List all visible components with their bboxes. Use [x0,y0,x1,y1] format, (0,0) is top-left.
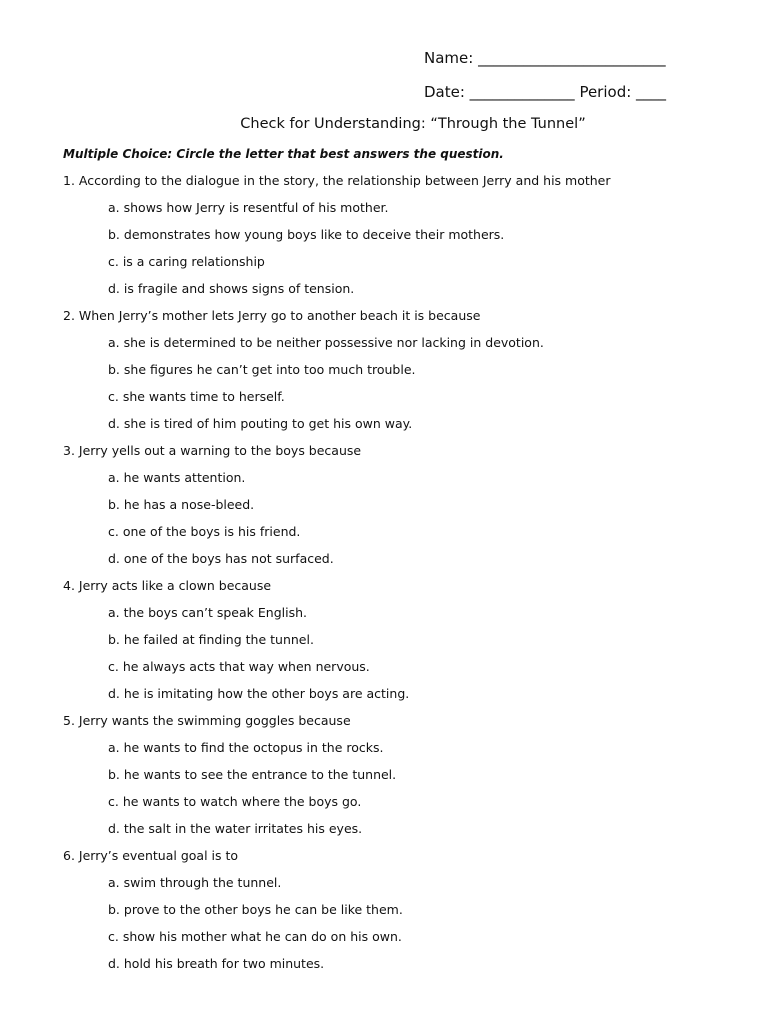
q1-option-d: d. is fragile and shows signs of tension. [108,281,355,296]
question-4: 4. Jerry acts like a clown because [63,578,272,593]
instructions: Multiple Choice: Circle the letter that best answers the question. [63,147,504,161]
q4-option-c: c. he always acts that way when nervous. [108,659,370,674]
q4-option-b: b. he failed at finding the tunnel. [108,632,314,647]
q2-option-d: d. she is tired of him pouting to get his own way. [108,416,413,431]
q3-option-d: d. one of the boys has not surfaced. [108,551,334,566]
q5-option-a: a. he wants to find the octopus in the rocks. [108,740,384,755]
q3-option-a: a. he wants attention. [108,470,246,485]
q6-option-a: a. swim through the tunnel. [108,875,282,890]
q1-option-c: c. is a caring relationship [108,254,265,269]
question-1: 1. According to the dialogue in the story, the relationship between Jerry and his mother [63,173,611,188]
q2-option-c: c. she wants time to herself. [108,389,285,404]
q5-option-b: b. he wants to see the entrance to the tunnel. [108,767,397,782]
question-5: 5. Jerry wants the swimming goggles because [63,713,351,728]
q6-option-b: b. prove to the other boys he can be like them. [108,902,403,917]
q2-option-a: a. she is determined to be neither possessive nor lacking in devotion. [108,335,544,350]
q4-option-d: d. he is imitating how the other boys are acting. [108,686,410,701]
q4-option-a: a. the boys can’t speak English. [108,605,307,620]
q5-option-d: d. the salt in the water irritates his eyes. [108,821,363,836]
date-period-line: Date: ______________ Period: ____ [424,83,667,101]
q5-option-c: c. he wants to watch where the boys go. [108,794,362,809]
q1-option-a: a. shows how Jerry is resentful of his mother. [108,200,389,215]
question-3: 3. Jerry yells out a warning to the boys because [63,443,362,458]
page-title: Check for Understanding: “Through the Tunnel” [240,116,586,132]
q1-option-b: b. demonstrates how young boys like to deceive their mothers. [108,227,505,242]
q3-option-c: c. one of the boys is his friend. [108,524,301,539]
q3-option-b: b. he has a nose-bleed. [108,497,255,512]
question-6: 6. Jerry’s eventual goal is to [63,848,239,863]
q6-option-c: c. show his mother what he can do on his own. [108,929,402,944]
q2-option-b: b. she figures he can’t get into too much trouble. [108,362,416,377]
q6-option-d: d. hold his breath for two minutes. [108,956,325,971]
name-field-line: Name: _________________________ [424,49,666,67]
question-2: 2. When Jerry’s mother lets Jerry go to another beach it is because [63,308,481,323]
